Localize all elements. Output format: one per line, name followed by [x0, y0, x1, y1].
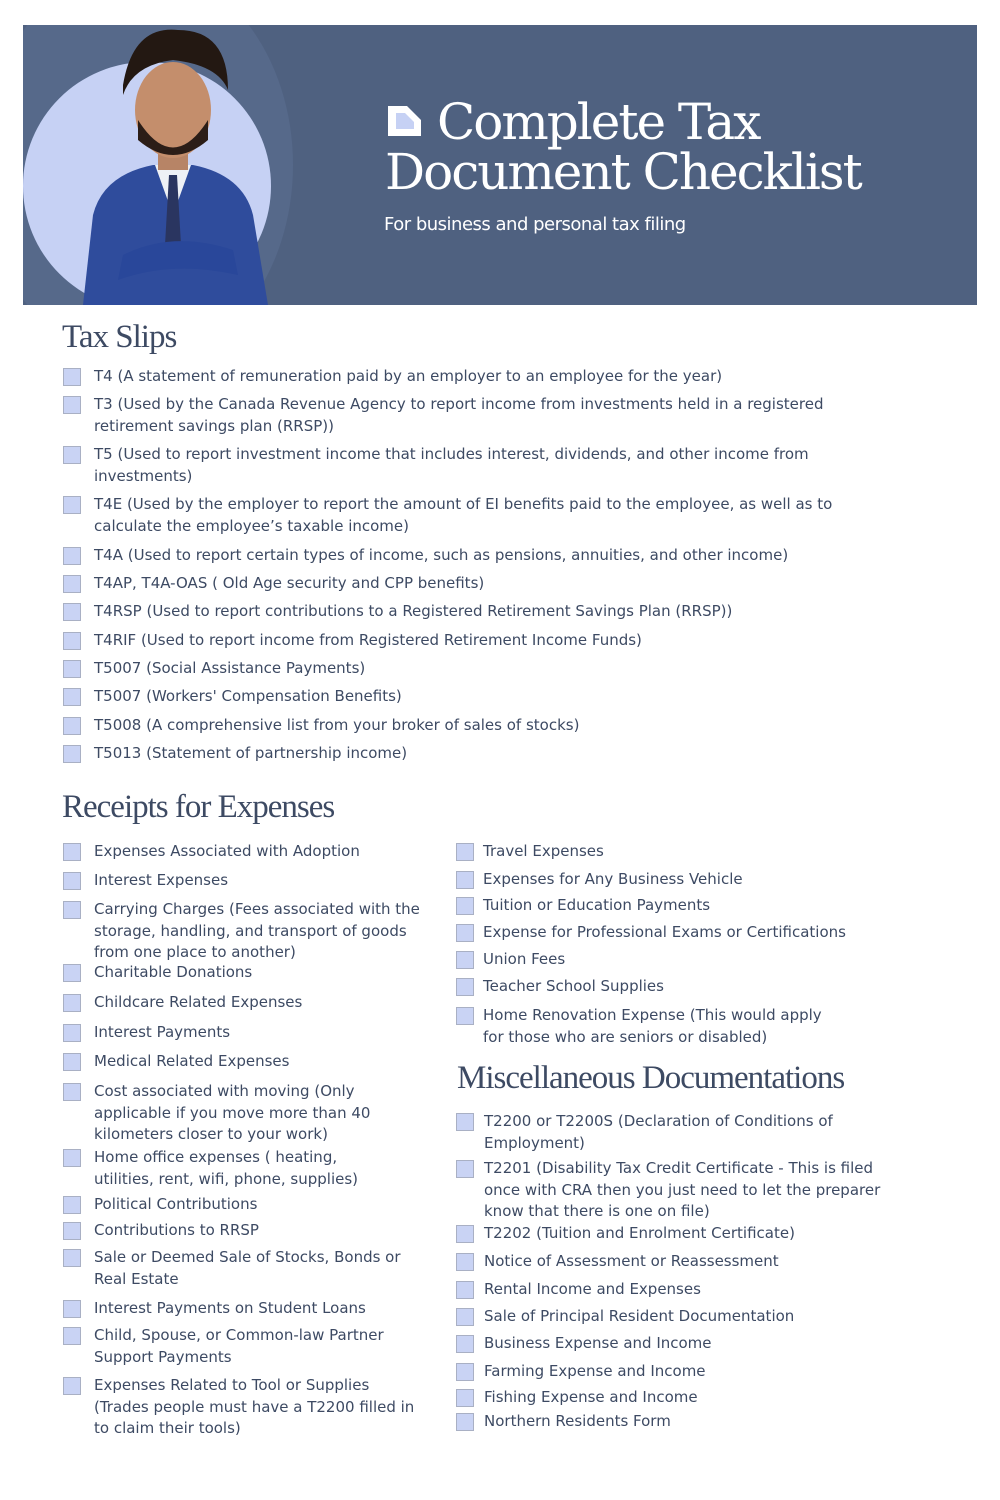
misc-document-label: T2200 or T2200S (Declaration of Conditions of Employment)	[484, 1112, 833, 1152]
receipt-label: Home Renovation Expense (This would apply for those who are seniors or disabled)	[483, 1006, 822, 1046]
receipt-label: Tuition or Education Payments	[483, 896, 711, 914]
tax-slip-checkbox[interactable]	[63, 745, 81, 763]
receipt-checkbox[interactable]	[63, 1327, 81, 1345]
tax-slip-checkbox[interactable]	[63, 575, 81, 593]
receipt-label: Union Fees	[483, 950, 566, 968]
receipt-label: Carrying Charges (Fees associated with the storage, handling, and transport of goods from one place to another)	[94, 900, 420, 961]
receipt-checkbox[interactable]	[63, 1196, 81, 1214]
heading-tax-slips: Tax Slips	[62, 319, 177, 355]
tax-slip-label: T4A (Used to report certain types of income, such as pensions, annuities, and other income)	[94, 546, 789, 564]
tax-slip-checkbox[interactable]	[63, 446, 81, 464]
subtitle: For business and personal tax filing	[384, 214, 686, 235]
receipt-checkbox[interactable]	[63, 843, 81, 861]
tax-slip-label: T3 (Used by the Canada Revenue Agency to report income from investments held in a registered retirement savings plan (RRSP))	[94, 395, 824, 435]
misc-document-label: Sale of Principal Resident Documentation	[484, 1307, 795, 1325]
receipt-label: Expenses Associated with Adoption	[94, 842, 360, 860]
tax-slip-checkbox[interactable]	[63, 660, 81, 678]
tax-slip-label: T5 (Used to report investment income that includes interest, dividends, and other income from investments)	[94, 445, 809, 485]
page-title	[385, 93, 861, 201]
receipt-checkbox[interactable]	[63, 964, 81, 982]
title-line-2: Document Checklist	[385, 143, 861, 201]
receipt-checkbox[interactable]	[456, 924, 474, 942]
tax-slip-label: T4RSP (Used to report contributions to a Registered Retirement Savings Plan (RRSP))	[94, 602, 733, 620]
receipt-label: Home office expenses ( heating, utilities, rent, wifi, phone, supplies)	[94, 1148, 359, 1188]
receipt-label: Medical Related Expenses	[94, 1052, 290, 1070]
receipt-checkbox[interactable]	[63, 1300, 81, 1318]
receipt-checkbox[interactable]	[63, 872, 81, 890]
misc-document-label: Northern Residents Form	[484, 1412, 671, 1430]
receipt-checkbox[interactable]	[456, 978, 474, 996]
receipt-label: Charitable Donations	[94, 963, 253, 981]
receipt-checkbox[interactable]	[63, 1377, 81, 1395]
misc-document-label: Fishing Expense and Income	[484, 1388, 698, 1406]
receipt-label: Political Contributions	[94, 1195, 258, 1213]
misc-document-label: T2201 (Disability Tax Credit Certificate - This is filed once with CRA then you just need to let the preparer know that there is one on file)	[484, 1159, 881, 1220]
receipt-checkbox[interactable]	[63, 1222, 81, 1240]
receipt-checkbox[interactable]	[63, 1249, 81, 1267]
receipt-label: Expenses Related to Tool or Supplies (Trades people must have a T2200 filled in to claim their tools)	[94, 1376, 415, 1437]
receipt-label: Cost associated with moving (Only applicable if you move more than 40 kilometers closer to your work)	[94, 1082, 371, 1143]
receipt-checkbox[interactable]	[456, 843, 474, 861]
misc-document-checkbox[interactable]	[456, 1335, 474, 1353]
receipt-checkbox[interactable]	[63, 1083, 81, 1101]
receipt-checkbox[interactable]	[456, 871, 474, 889]
tax-slip-label: T4 (A statement of remuneration paid by an employer to an employee for the year)	[94, 367, 723, 385]
receipt-checkbox[interactable]	[63, 901, 81, 919]
tax-slip-checkbox[interactable]	[63, 717, 81, 735]
receipt-label: Travel Expenses	[483, 842, 604, 860]
tax-slip-checkbox[interactable]	[63, 632, 81, 650]
receipt-checkbox[interactable]	[63, 994, 81, 1012]
receipt-checkbox[interactable]	[456, 1007, 474, 1025]
misc-document-checkbox[interactable]	[456, 1281, 474, 1299]
tax-slip-label: T4E (Used by the employer to report the amount of EI benefits paid to the employee, as well as to calculate the employee’s taxable income)	[94, 495, 833, 535]
header-banner	[23, 25, 977, 305]
misc-document-checkbox[interactable]	[456, 1413, 474, 1431]
receipt-checkbox[interactable]	[63, 1024, 81, 1042]
misc-document-label: Business Expense and Income	[484, 1334, 712, 1352]
tax-slip-checkbox[interactable]	[63, 396, 81, 414]
tax-slip-label: T5007 (Social Assistance Payments)	[94, 659, 366, 677]
tax-slip-label: T5013 (Statement of partnership income)	[94, 744, 408, 762]
misc-document-checkbox[interactable]	[456, 1253, 474, 1271]
receipt-label: Expense for Professional Exams or Certifications	[483, 923, 846, 941]
receipt-checkbox[interactable]	[456, 897, 474, 915]
misc-document-checkbox[interactable]	[456, 1160, 474, 1178]
tax-slip-checkbox[interactable]	[63, 496, 81, 514]
misc-document-label: Notice of Assessment or Reassessment	[484, 1252, 779, 1270]
tax-slip-label: T5007 (Workers' Compensation Benefits)	[94, 687, 402, 705]
receipt-label: Interest Payments	[94, 1023, 231, 1041]
misc-document-label: Farming Expense and Income	[484, 1362, 706, 1380]
tax-slip-label: T4RIF (Used to report income from Registered Retirement Income Funds)	[94, 631, 642, 649]
tax-slip-checkbox[interactable]	[63, 547, 81, 565]
misc-document-checkbox[interactable]	[456, 1363, 474, 1381]
person-photo	[63, 25, 283, 305]
receipt-checkbox[interactable]	[63, 1149, 81, 1167]
misc-document-checkbox[interactable]	[456, 1308, 474, 1326]
heading-misc: Miscellaneous Documentations	[457, 1060, 845, 1096]
receipt-label: Interest Expenses	[94, 871, 229, 889]
receipt-label: Sale or Deemed Sale of Stocks, Bonds or Real Estate	[94, 1248, 401, 1288]
receipt-label: Interest Payments on Student Loans	[94, 1299, 366, 1317]
receipt-label: Teacher School Supplies	[483, 977, 664, 995]
receipt-label: Expenses for Any Business Vehicle	[483, 870, 743, 888]
tax-slip-label: T4AP, T4A-OAS ( Old Age security and CPP benefits)	[94, 574, 485, 592]
tax-slip-checkbox[interactable]	[63, 368, 81, 386]
tax-slip-checkbox[interactable]	[63, 603, 81, 621]
misc-document-label: Rental Income and Expenses	[484, 1280, 701, 1298]
heading-receipts: Receipts for Expenses	[62, 789, 335, 825]
misc-document-label: T2202 (Tuition and Enrolment Certificate)	[484, 1224, 795, 1242]
receipt-label: Childcare Related Expenses	[94, 993, 303, 1011]
tax-slip-checkbox[interactable]	[63, 688, 81, 706]
receipt-label: Child, Spouse, or Common-law Partner Support Payments	[94, 1326, 384, 1366]
receipt-label: Contributions to RRSP	[94, 1221, 259, 1239]
misc-document-checkbox[interactable]	[456, 1225, 474, 1243]
receipt-checkbox[interactable]	[456, 951, 474, 969]
tax-slip-label: T5008 (A comprehensive list from your broker of sales of stocks)	[94, 716, 580, 734]
receipt-checkbox[interactable]	[63, 1053, 81, 1071]
misc-document-checkbox[interactable]	[456, 1389, 474, 1407]
misc-document-checkbox[interactable]	[456, 1113, 474, 1131]
title-line-1: Complete Tax	[437, 93, 760, 151]
